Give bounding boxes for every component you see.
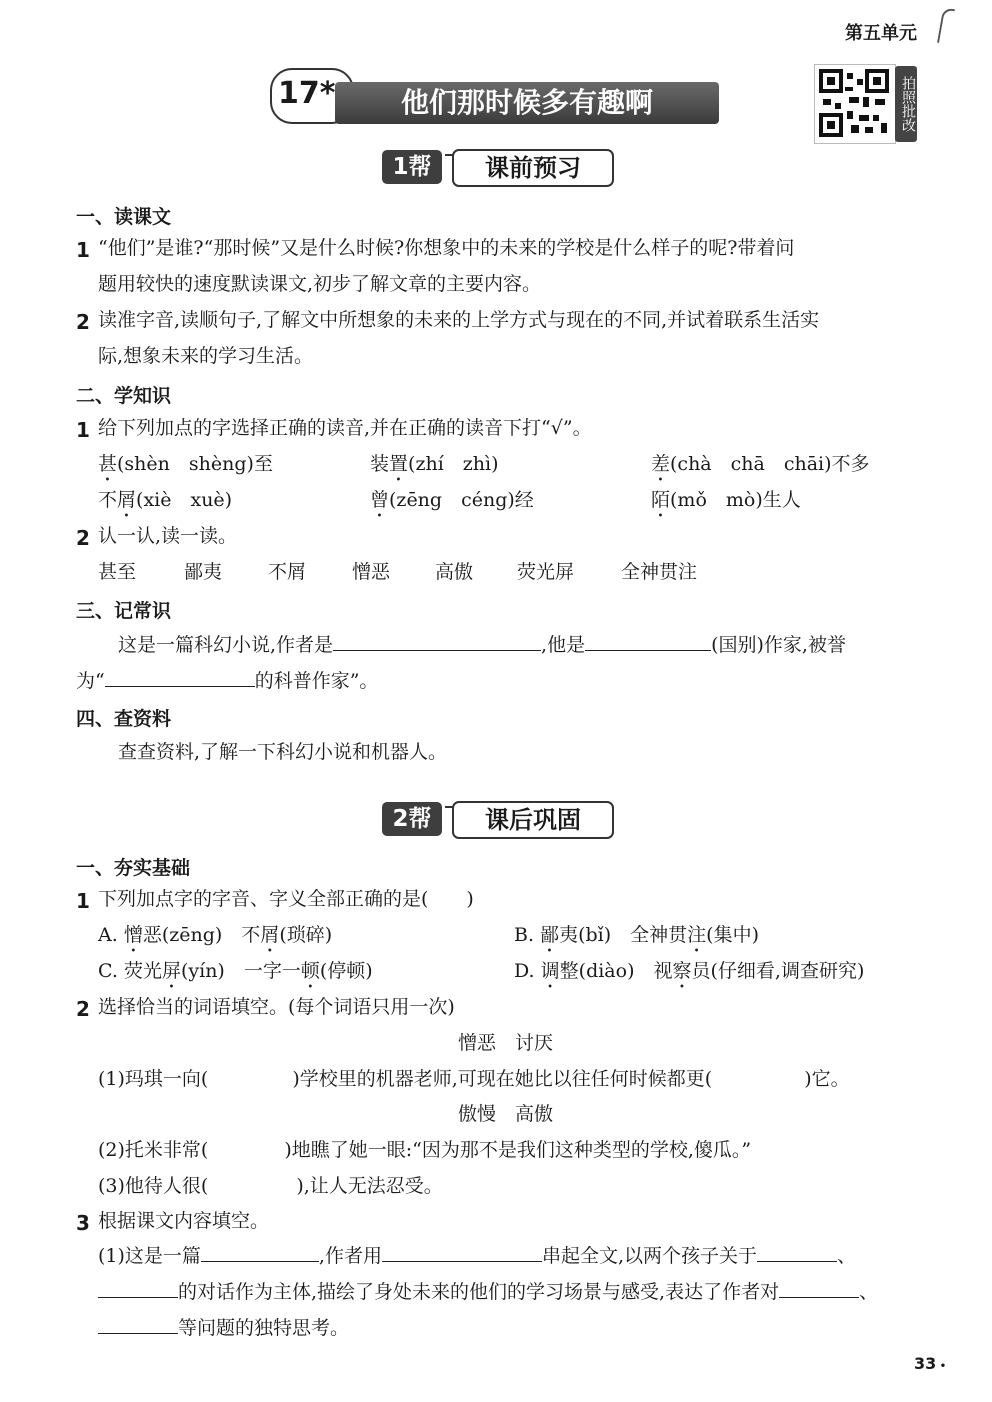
section-title: 一、夯实基础 [76,857,191,879]
question-number: 2 [76,310,90,334]
sentence-part: 等问题的独特思考。 [178,1317,350,1339]
sentence-part: 为“ [76,670,105,692]
dotted-char: 陌 [651,489,671,511]
question-text: 际,想象未来的学习生活。 [98,345,314,367]
question-number: 1 [76,889,90,913]
pinyin-item [370,488,534,522]
fill-sentence [76,668,378,693]
answer-blank[interactable] [98,1279,178,1298]
plain-char: 装 [370,453,390,475]
word-item: 憎恶 [352,561,391,583]
option-text: A. [98,924,124,946]
fill-sentence [98,1174,443,1198]
dotted-char: 置 [389,453,409,475]
sentence-part: 这是一篇科幻小说,作者是 [118,634,334,656]
section-title: 四、查资料 [76,708,172,730]
option-d[interactable] [514,959,864,993]
section-title: 三、记常识 [76,600,172,622]
option-text: D. [514,960,541,982]
section-title: 一、读课文 [76,206,172,228]
answer-blank[interactable] [779,1279,859,1298]
question-text: 根据课文内容填空。 [98,1210,270,1232]
word-item: 不屑 [268,561,307,583]
fill-sentence [98,1067,850,1091]
option-text: 恶(zēng) 不 [142,924,261,946]
pinyin-options[interactable]: (shèn shèng)至 [117,453,273,475]
lesson-number: 17* [278,76,336,111]
pinyin-options[interactable]: (mǒ mò)生人 [670,489,801,511]
sentence-part: (2)托米非常( [98,1139,209,1161]
question-text: “他们”是谁?“那时候”又是什么时候?你想象中的未来的学校是什么样子的呢?带着问 [98,237,795,259]
question-text: 给下列加点的字选择正确的读音,并在正确的读音下打“√”。 [98,417,592,439]
part1-label: 课前预习 [452,149,614,187]
lesson-title: 他们那时候多有趣啊 [400,86,653,119]
answer-blank[interactable] [98,1315,178,1334]
option-a[interactable] [98,923,332,957]
word-item: 鄙夷 [184,561,223,583]
option-text: 整(diào) 视 [559,960,673,982]
question-number: 2 [76,997,90,1021]
option-text: 员(仔细看,调查研究) [691,960,865,982]
fill-sentence [98,1138,751,1162]
part2-badge: 2帮 [382,802,442,836]
question-number: 1 [76,418,90,442]
sentence-part: ,作者用 [318,1245,382,1267]
fill-sentence [118,632,846,657]
answer-blank[interactable] [333,632,541,651]
answer-blank[interactable] [382,1243,542,1262]
dotted-char: 屏 [161,960,181,982]
question-number: 3 [76,1211,90,1235]
dotted-char: 调 [540,960,560,982]
question-text: 题用较快的速度默读课文,初步了解文章的主要内容。 [98,273,542,295]
pinyin-options[interactable]: (zhí zhì) [408,453,499,475]
dotted-char: 屑 [117,489,137,511]
sentence-part: )它。 [804,1068,850,1090]
answer-blank[interactable] [585,632,711,651]
question-number: 1 [76,238,90,262]
pinyin-item [651,488,801,522]
sentence-part: (1)这是一篇 [98,1245,201,1267]
option-b[interactable] [514,923,759,957]
qr-code[interactable] [814,64,896,144]
sentence-part: (1)玛琪一向( [98,1068,209,1090]
option-text: (琐碎) [279,924,333,946]
sentence-part: 、 [859,1281,879,1303]
option-text: (yín) 一字一 [180,960,301,982]
option-text: B. [514,924,541,946]
part2-label: 课后巩固 [452,801,614,839]
option-text: (集中) [706,924,759,946]
lesson-title-bar [335,82,719,124]
dotted-char: 差 [651,453,671,475]
dotted-char: 注 [687,924,707,946]
answer-blank[interactable] [105,668,255,687]
sentence-part: 的对话作为主体,描绘了身处未来的他们的学习场景与感受,表达了作者对 [178,1281,780,1303]
qr-label: 拍照批改 [895,66,917,142]
page-number-text: 33 [914,1354,937,1373]
option-text: C. 荧光 [98,960,162,982]
question-number: 2 [76,526,90,550]
pinyin-options[interactable]: (zēng céng)经 [389,489,534,511]
section-title: 二、学知识 [76,385,172,407]
pinyin-item [98,452,273,486]
dotted-char: 鄙 [540,924,560,946]
page-number: 33 • [914,1354,947,1373]
pinyin-item [651,452,870,486]
sentence-part: )学校里的机器老师,可现在她比以往任何时候都更( [292,1068,713,1090]
dotted-char: 曾 [370,489,390,511]
dotted-char: 甚 [98,453,118,475]
fill-sentence [98,1315,349,1340]
word-item: 荧光屏 [517,561,575,583]
dotted-char: 屑 [260,924,280,946]
option-c[interactable] [98,959,373,993]
word-choices: 傲慢 高傲 [458,1103,554,1125]
pinyin-options[interactable]: (xiè xuè) [136,489,233,511]
option-text: 夷(bǐ) 全神贯 [559,924,688,946]
sentence-part: 串起全文,以两个孩子关于 [541,1245,758,1267]
pinyin-options[interactable]: (chà chā chāi)不多 [670,453,870,475]
sentence-part: )地瞧了她一眼:“因为那不是我们这种类型的学校,傻瓜。” [284,1139,752,1161]
sentence-part: 、 [837,1245,857,1267]
pinyin-item [370,452,499,486]
word-item: 全神贯注 [621,561,698,583]
fill-sentence [98,1279,878,1304]
answer-blank[interactable] [201,1243,319,1262]
question-text: 读准字音,读顺句子,了解文中所想象的未来的上学方式与现在的不同,并试着联系生活实 [98,309,820,331]
answer-blank[interactable] [757,1243,837,1262]
sentence-part: (3)他待人很( [98,1175,209,1197]
question-text: 查查资料,了解一下科幻小说和机器人。 [118,741,448,763]
word-choices: 憎恶 讨厌 [458,1032,554,1054]
word-item: 甚至 [98,561,137,583]
sentence-part: ),让人无法忍受。 [296,1175,443,1197]
option-text: (停顿) [319,960,373,982]
question-text: 下列加点字的字音、字义全部正确的是( ) [98,888,474,910]
dotted-char: 顿 [300,960,320,982]
dotted-char: 憎 [123,924,143,946]
sentence-part: ,他是 [541,634,586,656]
page-corner-decoration [937,7,955,45]
sentence-part: 的科普作家”。 [254,670,379,692]
question-text: 认一认,读一读。 [98,525,238,547]
plain-char: 不 [98,489,118,511]
part1-badge: 1帮 [382,150,442,184]
sentence-part: (国别)作家,被誉 [711,634,846,656]
pinyin-item [98,488,232,522]
unit-label: 第五单元 [845,23,917,44]
word-item: 高傲 [435,561,474,583]
dotted-char: 察 [672,960,692,982]
question-text: 选择恰当的词语填空。(每个词语只用一次) [98,996,455,1018]
fill-sentence [98,1243,856,1268]
